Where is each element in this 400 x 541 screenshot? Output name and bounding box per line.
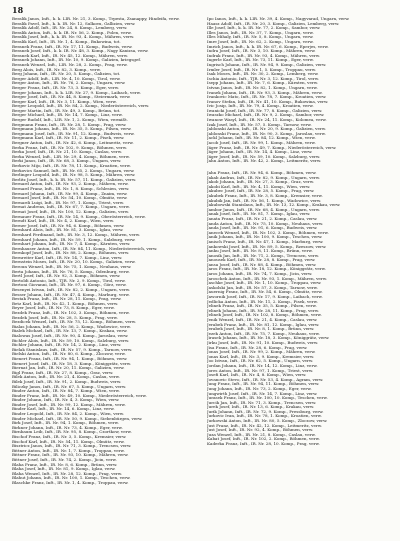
list-entry: Janda Anton, Inft., IR. Nr. 75, 10. Komp., Neuhaus, verw.: [207, 221, 324, 226]
list-entry: Jablonski Franz, Inft., IR. Nr. 90, 3. Komp., Jaroslau, verw.: [207, 131, 326, 136]
list-entry: Josefi Karl, Inft., IR. Nr. 4, 8. Komp., Wien, verw.: [207, 373, 307, 378]
list-entry: Bittner Anton, Inft., IR. Nr. 1, 7. Komp., Troppau, verw.: [12, 448, 125, 453]
list-entry: Bergmann Johann, Inft., IR. Nr. 35, 5. Komp., Pilsen, verw.: [12, 127, 132, 132]
list-entry: Jonas Karl, Inft., IR. Nr. 3, 9. Komp., Kremsier, verw.: [207, 354, 315, 359]
list-entry: Just Franz, Inft., IR. Nr. 42, 12. Komp., Leitmeritz, verw.: [207, 423, 323, 428]
list-entry: Bestak Franz, Inft., IR. Nr. 28, 11. Komp., Prag, verw.: [12, 297, 122, 302]
list-entry: Jonas Josef, Inft., IR. Nr. 99, 2. Komp., Mähren, verw.: [207, 350, 316, 355]
list-entry: Bernardi Luigi, Inft., IR. Nr. 97, 1. Komp., Triest, verw.: [12, 200, 125, 205]
list-entry: Bergmann Franz, Inft., IR. Nr. 28, 1. Komp., Prag, verw.: [12, 122, 127, 127]
list-entry: Blaha Josef, Inft., IR. Nr. 81, 9. Komp., Iglau, verw.: [12, 467, 116, 472]
right-column: [207, 17, 393, 447]
list-entry: Jenik Wenzel, Inft., IR. Nr. 21, 4. Komp., Caslau, verw.: [207, 318, 318, 322]
list-entry: Besser Johann, Inft., IR. Nr. 47, 4. Komp., Marburg, verw.: [12, 292, 130, 297]
list-entry: Bertoni Giovanni, Inft., IR. Nr. 97, 6. Komp., Görz, verw.: [12, 283, 127, 288]
list-entry: Blaha Franz, Inft., IR. Nr. 8, 6. Komp., Brünn, verw.: [12, 462, 118, 467]
list-entry: Jores Anton, Inft., IR. Nr. 97, 1. Komp., Triest, verw.: [207, 368, 314, 373]
list-entry: Ille Josef, Inft., k. k. IR. Nr. 77, 2. Komp., Sambor, verw.: [207, 26, 321, 31]
list-entry: Berlitz Josef, Inft., k. k. IR. Nr. 57, 11. Komp., Galizien, verw.: [12, 177, 137, 182]
list-entry: Jahn Franz, Inft., IR. Nr. 94, 6. Komp., Böhmen, verw.: [207, 171, 317, 175]
list-entry: Bigl Franz, Inft., IR. Nr. 27, 8. Komp., Graz, verw.: [12, 370, 114, 375]
list-entry: Jurasek Franz, Inft., IR. Nr. 100, 10. Komp., Teschen, verw.: [207, 396, 328, 401]
list-entry: Bergmann Karl, Inft., IR. Nr. 11, 2. Komp., Pisek, verw.: [12, 136, 125, 141]
list-entry: Bialowas Josef, Inft., IR. Nr. 90, 4. Komp., Jaroslau, verw.: [12, 333, 129, 338]
list-entry: Jakab Andras, Inft., IR. Nr. 82, 9. Komp., Ungarn, verw.: [207, 175, 321, 180]
list-entry: Jäger Josef, Inft., IR. Nr. 59, 10. Komp., Salzburg, verw.: [207, 154, 321, 159]
list-entry: Bienert Josef, Inft., IR. Nr. 18, 3. Komp., Königgrätz, verw.: [12, 361, 132, 366]
list-entry: Berger Johann, Inft., k. k. LIR. Nr. 27, 9. Komp., Laibach, verw.: [12, 90, 141, 95]
list-entry: Bernard Franz, Inft., IR. Nr. 1, 8. Komp., Schlesien, verw.: [12, 186, 130, 191]
list-entry: Jurkovic Ivan, Inft., IR. Nr. 78, 1. Komp., Kroatien, verw.: [207, 414, 322, 419]
list-entry: Bezdek Josef, Inft., IR. Nr. 28, 5. Komp., Prag, verw.: [12, 315, 118, 320]
section-gap: [207, 164, 393, 171]
list-entry: Binder Johann, Inft., IR. Nr. 4, 3. Komp., Wien, verw.: [12, 398, 120, 403]
list-entry: Jaschke Josef, Inft., IR. Nr. 1, 10. Komp., Troppau, verw.: [207, 281, 322, 286]
list-entry: Beralik Karl, Inft., IR. Nr. 1, 4. Komp., Bukowina, tot.: [12, 39, 121, 44]
list-entry: Jaskolski Jan, Inft., IR. Nr. 57, 3. Komp., Tarnow, verw.: [207, 285, 318, 290]
list-entry: Birnbaum Leib, Inft., IR. Nr. 95, 8. Komp., Czortkow, verw.: [12, 430, 132, 435]
list-entry: Janik Johann, Inft., IR. Nr. 100, 9. Komp., Teschen, verw.: [207, 235, 323, 240]
list-entry: Isepp Johann, Inft., IR. Nr. 7, 6. Komp., Kärnten, verw.: [207, 81, 319, 86]
list-entry: Jung Franz, Inft., IR. Nr. 94, 11. Komp., Böhmen, verw.: [207, 382, 320, 387]
list-entry: Blahut Johann, Inft., IR. Nr. 100, 1. Komp., Teschen, verw.: [12, 476, 131, 481]
list-entry: Bernhard Johann, Inft., IR. Nr. 59, 1. Komp., Salzburg, verw.: [12, 237, 136, 242]
list-entry: Betz Karl, Inft., IR. Nr. 42, 1. Komp., Böhmen, verw.: [12, 301, 119, 306]
list-entry: Binder Josef, Inft., IR. Nr. 99, 12. Komp., Mähren, verw.: [12, 402, 126, 407]
list-entry: Ingrisch Johann, Inft., IR. Nr. 94, 9. Komp., Galizien, verw.: [207, 62, 327, 67]
list-entry: Beralik Adolf, Inft., IR. Nr. 24, 8. Komp., Lemberg, verw.: [12, 26, 128, 31]
list-entry: Beralik Anton, Inft., k. k. IR. Nr. 56, 2. Komp., Polen, verw.: [12, 30, 132, 35]
list-entry: Beyer Josef, Inft., IR. Nr. 73, 8. Komp., Eger, verw.: [12, 306, 115, 311]
list-entry: Kabat Josef, Inft., IR. Nr. 102, 2. Komp., Böhmen, verw.: [207, 437, 320, 442]
list-entry: Janku Josef, Inft., IR. Nr. 8, 11. Komp., Brünn, verw.: [207, 249, 313, 254]
list-entry: Ivanek Johann, Inft., IR. Nr. 93, 3. Komp., Mähren, verw.: [207, 90, 323, 95]
list-entry: Berkovic Mijo, Inft., IR. Nr. 78, 11. Komp., Kroatien, verw.: [12, 164, 131, 168]
list-entry: Beranek Franz, Inft., IR. Nr. 17, 11. Komp., Budweis, verw.: [12, 44, 133, 49]
list-entry: Bernkopf Josef, Inft., IR. Nr. 88, 2. Komp., Böhmen, verw.: [12, 251, 130, 256]
list-entry: Bernat Andreas, Inft., IR. Nr. 67, 7. Komp., Ungarn, verw.: [12, 205, 130, 210]
list-entry: Jirasek Johann, Inft., IR. Nr. 18, 3. Komp., Königgrätz, verw.: [207, 336, 330, 341]
list-entry: Bernreiter Karl, Inft., IR. Nr. 14, 7. Komp., Linz, verw.: [12, 255, 123, 260]
list-entry: Bernstein Moses, Inft., IR. Nr. 20, 10. Komp., Galizien, verw.: [12, 260, 136, 265]
list-entry: Indra Josef, Inft., IR. Nr. 3, 10. Komp., Mähren, verw.: [207, 49, 316, 54]
list-entry: Bernat Josef, Inft., IR. Nr. 100, 12. Komp., Galizien, verw.: [12, 209, 130, 214]
list-entry: Berger Franz, Inft., IR. Nr. 73, 3. Komp., Eger, verw.: [12, 85, 120, 90]
list-entry: Jakubik Jan, Inft., IR. Nr. 56, 1. Komp., Wadowice, verw.: [207, 198, 322, 203]
list-entry: Bernhard Ferdinand, Inft., IR. Nr. 3, 12. Komp., Mähren, verw.: [12, 232, 141, 237]
list-entry: Berger Rudolf, Inft., LIR. Nr. 1, 2. Komp., Wien, vermißt.: [12, 118, 128, 123]
list-entry: Bernauer Franz, Inft., IR. Nr. 14, 9. Komp., Oberösterreich, verw.: [12, 214, 146, 219]
list-entry: Berger Anton, Inft., IR. Nr. 76, 2. Komp., Ungarn, verw.: [12, 81, 126, 86]
list-entry: Jakob Johann, Inft., IR. Nr. 27, 3. Komp., Graz, verw.: [207, 180, 314, 185]
list-entry: Jaros Franz, Inft., IR. Nr. 18, 12. Komp., Königgrätz, verw.: [207, 267, 326, 272]
list-entry: Binder Anton, Inft., IR. Nr. 84, 7. Komp., Wien, verw.: [12, 389, 120, 394]
list-entry: Binder Franz, Inft., IR. Nr. 49, 10. Komp., Niederösterreich, verw.: [12, 393, 147, 398]
list-entry: Jansa Josef, Inft., IR. Nr. 88, 4. Komp., Böhmen, verw.: [207, 262, 317, 267]
list-entry: Binder Michael, Inft., IR. Nr. 50, 9. Komp., Siebenbürgen, verw.: [12, 416, 143, 421]
list-entry: Jung Johann, Inft., IR. Nr. 73, 2. Komp., Eger, verw.: [207, 386, 312, 391]
list-entry: Beranek Johann, Inft., IR. Nr. 10, 9. Komp., Galizien, kriegsgef.: [12, 58, 141, 63]
list-entry: Berger Michael, Inft., IR. Nr. 14, 7. Komp., Linz, verw.: [12, 113, 123, 118]
list-entry: Bernard Josef, Inft., IR. Nr. 54, 10. Komp., Olmütz, verw.: [12, 196, 128, 201]
list-entry: Blaschke Franz, Inft., IR. Nr. 1, 4. Komp., Troppau, verw.: [12, 480, 129, 485]
list-entry: Bichler Johann, Inft., IR. Nr. 14, 2. Komp., Linz, verw.: [12, 343, 122, 348]
list-entry: Irmler Josef, Inft., IR. Nr. 1, 5. Komp., Troppau, verw.: [207, 67, 316, 72]
list-entry: Jakubek Franz, Inft., IR. Nr. 3, 8. Komp., Kremsier, verw.: [207, 193, 323, 198]
list-entry: Bielski Anton, Inft., IR. Nr. 80, 6. Komp., Zloczow, verw.: [12, 352, 126, 357]
list-entry: Beranek Karl, Inft., IR. Nr. 45, 12. Komp., Mähren, verw.: [12, 53, 128, 58]
list-entry: Binder Karl, Inft., IR. Nr. 14, 6. Komp., Linz, verw.: [12, 407, 115, 412]
list-entry: Bertoldi Antonio, Inft., TJR. Nr. 2, 9. Komp., Tirol, verw.: [12, 278, 126, 283]
list-entry: Berndt Karl, Inft., IR. Nr. 4, 2. Komp., Wien, verw.: [12, 219, 115, 224]
list-entry: Blaha Wenzel, Inft., IR. Nr. 28, 12. Komp., Prag, verw.: [12, 471, 123, 476]
list-entry: Bernard Anton, Inft., IR. Nr. 93, 2. Komp., Mähren, verw.: [12, 182, 129, 187]
list-entry: Janecek Wenzel, Inft., IR. Nr. 102, 3. Komp., Böhmen, verw.: [207, 230, 329, 235]
list-entry: Jäger Franz, Inft., IR. Nr. 49, 7. Komp., Niederösterreich, verw.: [207, 145, 337, 150]
list-entry: Jirku Josef, Inft., IR. Nr. 91, 10. Komp., Budweis, verw.: [207, 340, 319, 345]
list-entry: Indrak Franz, Inft., IR. Nr. 93, 4. Komp., Mähren, verw.: [207, 53, 321, 58]
list-entry: Juza Wenzel, Inft., IR. Nr. 21, 8. Komp., Caslau, verw.: [207, 432, 316, 437]
list-entry: Berger Adolf, Inft., LIR. Nr. 4, 10. Komp., Tirol, verw.: [12, 76, 121, 81]
list-entry: Bisztricz Janos, Inft., IR. Nr. 71, 3. Komp., Trencsen, verw.: [12, 444, 132, 449]
list-entry: Berger Karl, Inft., IR. Nr. 3, 11. Komp., Wien, verw.: [12, 99, 117, 104]
list-entry: Jurek Josef, Inft., IR. Nr. 13, 6. Komp., Krakau, verw.: [207, 405, 315, 410]
list-entry: Janosik Jan, Inft., IR. Nr. 71, 2. Komp., Trencsen, verw.: [207, 253, 319, 258]
list-entry: Bergmann Josef, Inft., IR. Nr. 91, 12. Komp., Budweis, verw.: [12, 131, 135, 136]
list-entry: Bielak Stanislaus, Inft., IR. Nr. 57, 9. Komp., Tarnow, verw.: [12, 347, 133, 352]
list-entry: Bialas Johann, Inft., IR. Nr. 56, 2. Komp., Wadowice, verw.: [12, 324, 131, 329]
list-entry: Jelinek Franz, Inft., IR. Nr. 35, 5. Komp., Pilsen, verw.: [207, 304, 317, 309]
list-entry: Berner Josef, Inft., IR. Nr. 94, 6. Komp., Böhmen, verw.: [12, 223, 125, 228]
list-entry: Jablonski Anton, Inft., IR. Nr. 20, 9. Komp., Galizien, verw.: [207, 127, 327, 132]
list-entry: Jaros Johann, Inft., IR. Nr. 74, 7. Komp., Jicin, verw.: [207, 272, 313, 277]
list-entry: Kaderka Franz, Inft., IR. Nr. 28, 10. Komp., Prag, verw.: [207, 442, 320, 447]
list-entry: Berger Josef, Inft., IR. Nr. 44, 8. Komp., Steiermark, verw.: [12, 95, 131, 100]
list-entry: Jakubec Josef, Inft., IR. Nr. 28, 5. Komp., Prag, verw.: [207, 189, 315, 194]
list-entry: Bernhauser Anton, Inft., IR. Nr. 84, 11. Komp., Niederösterreich, verw.: [12, 246, 158, 251]
list-entry: Janak Josef, Inft., IR. Nr. 81, 7. Komp., Iglau, verw.: [207, 212, 311, 217]
list-entry: Bergner Anton, Inft., IR. Nr. 42, 6. Komp., Leitmeritz, verw.: [12, 141, 134, 146]
list-entry: Jedlicka Anton, Inft., IR. Nr. 11, 2. Komp., Pisek, verw.: [207, 299, 318, 304]
list-entry: Jerabek Franz, Inft., IR. Nr. 81, 12. Komp., Iglau, verw.: [207, 322, 320, 327]
list-entry: Bertl Josef, Inft., IR. Nr. 92, 3. Komp., Böhmen, verw.: [12, 274, 121, 279]
list-entry: Jelinek Josef, Inft., IR. Nr. 102, 8. Komp., Böhmen, verw.: [207, 313, 322, 318]
list-entry: Jovanovic Stevo, Inft., IR. Nr. 53, 4. Komp., Agram, verw.: [207, 377, 324, 382]
list-entry: Bernhart Johann, Inft., IR. Nr. 7, 4. Komp., Kärnten, verw.: [12, 242, 131, 247]
list-entry: Bischof Franz, Inft., IR. Nr. 3, 5. Komp., Kremsier, verw.: [12, 435, 127, 440]
list-entry: Imre Josef, Inft., IR. Nr. 62, 2. Komp., Ungarn, verw.: [207, 39, 314, 44]
list-entry: Jauernig Franz, Inft., IR. Nr. 54, 6. Komp., Olmütz, verw.: [207, 290, 323, 295]
list-entry: Bichler Alois, Inft., IR. Nr. 59, 10. Komp., Salzburg, verw.: [12, 338, 130, 343]
list-entry: Biernat Jan, Inft., IR. Nr. 20, 11. Komp., Galizien, verw.: [12, 366, 125, 371]
list-entry: Jawornik Josef, Inft., IR. Nr. 17, 9. Komp., Laibach, verw.: [207, 295, 323, 300]
list-entry: Joo Istvan, Inft., IR. Nr. 62, 5. Komp., Ungarn, verw.: [207, 359, 314, 364]
list-entry: Bilek Anton, Inft., IR. Nr. 21, 4. Komp., Caslau, verw.: [12, 375, 120, 380]
list-entry: Berg Alois, Inft., IR. Nr. 82, 3. Komp., verw.: [12, 67, 101, 72]
list-entry: Izak Josef, Inft., IR. Nr. 57, 5. Komp., Tarnow, verw.: [207, 122, 312, 127]
list-entry: Janousek Karl, Inft., IR. Nr. 28, 8. Komp., Prag, verw.: [207, 258, 316, 263]
list-entry: Berka Josef, Inft., IR. Nr. 21, 10. Komp., Caslau, verw.: [12, 150, 122, 155]
list-entry: Ivankovic Mato, Inft., IR. Nr. 78, 7. Komp., Kroatien, verw.: [207, 95, 327, 100]
list-entry: Jankowski Josef, Inft., IR. Nr. 89, 5. Komp., Rzeszow, verw.: [207, 244, 327, 249]
list-entry: Bezdek Franz, Inft., IR. Nr. 102, 3. Komp., Böhmen, verw.: [12, 311, 130, 315]
list-entry: Binder Leopold, Inft., IR. Nr. 84, 2. Komp., Wien, verw.: [12, 412, 125, 417]
list-entry: Berka Franz, Inft., IR. Nr. 102, 9. Komp., Böhmen, verw.: [12, 145, 127, 150]
list-entry: Bienert Franz, Inft., IR. Nr. 94, 1. Komp., Böhmen, verw.: [12, 356, 128, 361]
list-entry: Bernhard Alois, Inft., IR. Nr. 81, 3. Komp., Iglau, verw.: [12, 228, 124, 233]
list-entry: Berger Leopold, Inft., IR. Nr. 84, 2. Komp., Niederösterreich, verw.: [12, 104, 150, 109]
list-entry: Beralik Josef, Inft., k. k. IR. Nr. 93, 4. Komp., Mähren, verw.: [12, 35, 135, 40]
list-entry: Jurkowski Anton, Inft., IR. Nr. 80, 5. Komp., Zloczow, verw.: [207, 419, 328, 424]
list-entry: Jambor Janos, Inft., IR. Nr. 68, 4. Komp., Ungarn, verw.: [207, 207, 321, 212]
list-entry: Berg Johann, Inft., IR. Nr. 20, 5. Komp., Galizien, tot.: [12, 72, 121, 77]
list-entry: Jackl Johann, Inft., IR. Nr. 84, 12. Komp., Wien, verw.: [207, 136, 316, 141]
list-entry: Jungwirth Josef, Inft., IR. Nr. 14, 7. Komp., Linz, verw.: [207, 391, 318, 396]
list-entry: Jezek Anton, Inft., IR. Nr. 75, 7. Komp., Neuhaus, verw.: [207, 331, 320, 336]
list-entry: Beroun Wenzel, Inft., IR. Nr. 75, 1. Komp., Neuhaus, verw.: [12, 265, 132, 270]
list-entry: Bernard Johann, Inft., IR. Nr. 99, 4. Komp., Znaim, verw.: [12, 191, 128, 196]
list-entry: Birk Josef, Inft., IR. Nr. 94, 1. Komp., Böhmen, verw.: [12, 421, 119, 426]
left-column: [12, 17, 198, 486]
list-entry: Iwaszko Michael, Inft., IR. Nr. 9, 2. Komp., Sambor, verw.: [207, 113, 325, 118]
list-entry: Iwanicki Josef, Inft., IR. Nr. 77, 8. Komp., Galizien, verw.: [207, 108, 323, 113]
list-entry: Bittner Josef, Inft., IR. Nr. 74, 2. Komp., Jicin, verw.: [12, 458, 117, 462]
list-entry: Beralik Pavel, Inft., k. k. IR. Nr. 12, Sulkoeu, Gallizien, verw.: [12, 21, 136, 26]
list-entry: Biliczky Janos, Inft., IR. Nr. 67, 5. Komp., Ungarn, verw.: [12, 384, 127, 389]
list-entry: Jacob Josef, Inft., IR. Nr. 99, 1. Komp., Mähren, verw.: [207, 141, 316, 146]
list-entry: Janata Franz, Inft., IR. Nr. 21, 2. Komp., Caslau, verw.: [207, 216, 318, 221]
list-entry: Birkner Johann, Inft., IR. Nr. 73, 4. Komp., Eger, verw.: [12, 425, 123, 430]
list-entry: Ivanov Stefan, Inft., IR. Nr. 41, 10. Komp., Bukowina, verw.: [207, 99, 329, 104]
list-entry: Illes Mihaly, Inft., IR. Nr. 5, 8. Komp., Ungarn, verw.: [207, 35, 314, 40]
list-entry: Iwanow Wasyl, Inft., IR. Nr. 24, 11. Komp., Kolomea, verw.: [207, 118, 327, 123]
list-entry: Berkovics Samuel, Inft., IR. Nr. 65, 2. Komp., Ungarn, verw.: [12, 168, 135, 173]
list-entry: Ipo Ianos, Inft., k. k. LIR. Nr. 39, 4. Komp., Nagyvarad, Ungarn, verw.: [207, 17, 350, 21]
list-entry: Jakobi Karl, Inft., IR. Nr. 4, 11. Komp., Wien, verw.: [207, 184, 311, 189]
list-entry: Istvan Janos, Inft., IR. Nr. 82, 1. Komp., Ungarn, verw.: [207, 85, 318, 90]
list-entry: Beranek Josef, Inft., k. k. IR. Nr. 48, 3. Komp., Nagy Kanizsa, verw.: [12, 49, 149, 54]
list-entry: Imrich Janos, Inft., k. k. IR. Nr. 67, 6. Komp., Eperjes, verw.: [207, 44, 329, 49]
list-entry: Janda Josef, Inft., IR. Nr. 91, 6. Komp., Budweis, verw.: [207, 226, 318, 231]
list-entry: Jäger Johann, Inft., IR. Nr. 14, 4. Komp., Linz, verw.: [207, 150, 313, 155]
list-entry: Bialek Michael, Inft., IR. Nr. 13, 7. Komp., Krakau, verw.: [12, 329, 128, 334]
list-entry: Besenyei Istvan, Inft., IR. Nr. 82, 2. Komp., Ungarn, verw.: [12, 288, 131, 293]
list-entry: Jahn Anton, Inft., IR. Nr. 42, 2. Komp., Leitmeritz, verw.: [207, 159, 322, 164]
list-entry: Jordan Johann, Inft., IR. Nr. 14, 12. Komp., Linz, verw.: [207, 363, 318, 368]
list-entry: Jerabek Josef, Inft., IR. Nr. 8, 1. Komp., Brünn, verw.: [207, 327, 315, 332]
list-entry: Berlinger Leopold, Inft., IR. Nr. 98, 5. Komp., Mähren, verw.: [12, 173, 136, 178]
list-entry: Bilek Josef, Inft., IR. Nr. 91, 2. Komp., Budweis, verw.: [12, 379, 122, 384]
list-entry: Jisa Franz, Inft., IR. Nr. 28, 6. Komp., Prag, verw.: [207, 345, 308, 350]
list-entry: Jurik Johann, Inft., IR. Nr. 72, 9. Komp., Pressburg, verw.: [207, 409, 324, 414]
list-entry: Berta Johann, Inft., IR. Nr. 76, 5. Komp., Ödenburg, verw.: [12, 269, 130, 274]
list-entry: Illes Janos, Inft., IR. Nr. 37, 7. Komp., Ungarn, verw.: [207, 30, 314, 35]
list-entry: Bittner Franz, Inft., IR. Nr. 93, 10. Komp., Mähren, verw.: [12, 453, 129, 458]
list-entry: Ingerle Karl, Inft., IR. Nr. 73, 11. Komp., Eger, verw.: [207, 58, 314, 63]
list-entry: Ischia Antonio, Inft., TJR. Nr. 3, 12. Komp., Tirol, verw.: [207, 76, 319, 81]
list-entry: Bezdicek Wenzel, Inft., IR. Nr. 75, 12. Komp., Böhmen, verw.: [12, 320, 137, 325]
list-entry: Janisch Franz, Inft., IR. Nr. 47, 1. Komp., Marburg, verw.: [207, 239, 324, 244]
list-entry: Berki Janos, Inft., IR. Nr. 68, 3. Komp., Ungarn, verw.: [12, 159, 122, 164]
list-entry: Beranek Wenzel, Inft., LIR. Nr. 28, 2. Komp., Prag, verw.: [12, 62, 128, 67]
page-number: 18: [12, 5, 24, 15]
list-entry: Beralik Janos, Inft., k. k. LIR. Nr. 21, 3. Komp., Trpesta, Zsanappy, Hindeifa, verw.: [12, 17, 180, 21]
list-entry: Haasz Adolf, Inft., IR. Nr. 20, 3. Komp., Galizien, Lemberg, verw.: [207, 21, 340, 26]
list-entry: Ivic Josip, Inft., IR. Nr. 79, 4. Komp., Kroatien, verw.: [207, 104, 314, 109]
list-entry: Isak Moses, Inft., IR. Nr. 30, 2. Komp., Lemberg, verw.: [207, 72, 319, 77]
list-entry: Bischof Karl, Inft., IR. Nr. 54, 11. Komp., Olmütz, verw.: [12, 439, 125, 444]
list-entry: Berka Wenzel, Inft., LIR. Nr. 29, 4. Komp., Böhmen, verw.: [12, 154, 130, 159]
list-entry: Jakubowski Stanislaus, Inft., IR. Nr. 13, 12. Komp., Krakau, verw.: [207, 203, 341, 208]
list-entry: Just Josef, Inft., IR. Nr. 92, 4. Komp., Böhmen, verw.: [207, 428, 314, 433]
list-entry: Berger Martin, Inft., IR. Nr. 49, 3. Komp., Brünn, tot.: [12, 108, 121, 113]
list-entry: Jaroschek Anton, Inft., IR. Nr. 93, 1. Komp., Mähren, verw.: [207, 276, 327, 281]
list-entry: Jurcik Jan, Inft., IR. Nr. 71, 3. Komp., Trencsen, verw.: [207, 400, 317, 405]
list-entry: Jelinek Johann, Inft., IR. Nr. 28, 11. Komp., Prag, verw.: [207, 308, 320, 313]
